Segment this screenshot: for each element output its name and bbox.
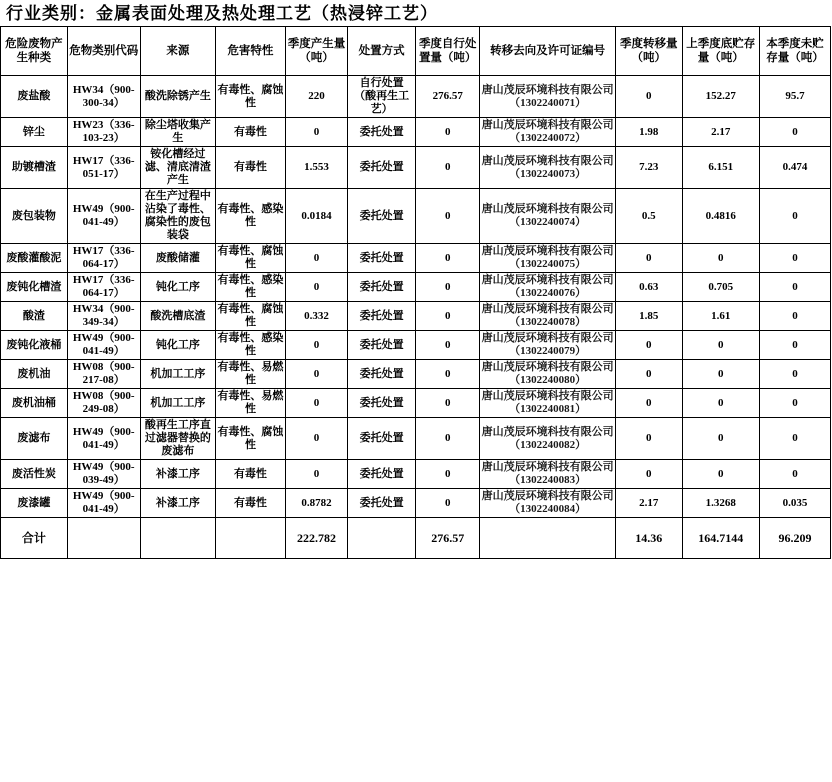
cell-end-quarter-storage: 0 [759,389,830,418]
cell-hazard-property: 有毒性 [216,460,286,489]
cell-waste-type: 废钝化液桶 [1,331,68,360]
cell-transfer-amount: 0.5 [615,189,682,244]
cell-hazard-property: 有毒性、腐蚀性 [216,244,286,273]
cell-self-disposal-amount: 0 [415,189,480,244]
cell-waste-type: 废机油桶 [1,389,68,418]
cell-prev-quarter-storage: 1.3268 [682,489,759,518]
cell-waste-code: HW17（336-064-17） [67,244,140,273]
cell-quarterly-output: 0 [285,273,347,302]
cell-transfer-destination: 唐山茂辰环境科技有限公司（1302240082） [480,418,615,460]
cell-waste-code: HW49（900-041-49） [67,189,140,244]
column-header-disposal-method: 处置方式 [348,27,416,76]
cell-source: 酸洗除锈产生 [140,76,215,118]
cell-prev-quarter-storage: 0.4816 [682,189,759,244]
header-row [1,27,831,76]
column-header-waste-code: 危物类别代码 [67,27,140,76]
cell-transfer-destination: 唐山茂辰环境科技有限公司（1302240073） [480,147,615,189]
table-row [1,76,831,118]
table-row [1,389,831,418]
cell-self-disposal-amount: 0 [415,389,480,418]
cell-quarterly-output: 0 [285,331,347,360]
cell-waste-code: HW49（900-041-49） [67,418,140,460]
total-cell-waste-type: 合计 [1,518,68,559]
cell-transfer-destination: 唐山茂辰环境科技有限公司（1302240080） [480,360,615,389]
cell-transfer-amount: 0 [615,418,682,460]
cell-waste-code: HW08（900-249-08） [67,389,140,418]
cell-quarterly-output: 0.0184 [285,189,347,244]
cell-quarterly-output: 0 [285,418,347,460]
cell-transfer-amount: 0 [615,460,682,489]
cell-source: 补漆工序 [140,489,215,518]
cell-self-disposal-amount: 0 [415,360,480,389]
cell-prev-quarter-storage: 0 [682,460,759,489]
total-cell-waste-code [67,518,140,559]
cell-hazard-property: 有毒性、感染性 [216,189,286,244]
cell-transfer-destination: 唐山茂辰环境科技有限公司（1302240079） [480,331,615,360]
cell-quarterly-output: 0 [285,244,347,273]
cell-source: 机加工工序 [140,389,215,418]
cell-waste-type: 酸渣 [1,302,68,331]
cell-disposal-method: 委托处置 [348,489,416,518]
table-row [1,273,831,302]
total-cell-end-quarter-storage: 96.209 [759,518,830,559]
cell-transfer-amount: 0 [615,389,682,418]
cell-prev-quarter-storage: 0 [682,389,759,418]
cell-self-disposal-amount: 0 [415,147,480,189]
cell-source: 除尘塔收集产生 [140,118,215,147]
cell-end-quarter-storage: 0 [759,189,830,244]
column-header-destination: 转移去向及许可证编号 [480,27,615,76]
cell-hazard-property: 有毒性、腐蚀性 [216,76,286,118]
cell-waste-code: HW34（900-349-34） [67,302,140,331]
cell-disposal-method: 委托处置 [348,189,416,244]
cell-disposal-method: 委托处置 [348,418,416,460]
cell-self-disposal-amount: 0 [415,460,480,489]
cell-transfer-amount: 1.85 [615,302,682,331]
cell-hazard-property: 有毒性、腐蚀性 [216,418,286,460]
cell-transfer-amount: 0 [615,76,682,118]
table-row [1,118,831,147]
cell-waste-type: 废包装物 [1,189,68,244]
cell-waste-type: 废机油 [1,360,68,389]
column-header-waste-type: 危险废物产生种类 [1,27,68,76]
table-row [1,147,831,189]
cell-hazard-property: 有毒性 [216,147,286,189]
cell-disposal-method: 委托处置 [348,302,416,331]
cell-end-quarter-storage: 0.035 [759,489,830,518]
cell-end-quarter-storage: 0 [759,331,830,360]
cell-quarterly-output: 220 [285,76,347,118]
cell-waste-type: 废漆罐 [1,489,68,518]
table-row [1,244,831,273]
cell-source: 酸再生工序直过滤器替换的废滤布 [140,418,215,460]
cell-transfer-amount: 0.63 [615,273,682,302]
cell-source: 酸洗槽底渣 [140,302,215,331]
cell-source: 钝化工序 [140,331,215,360]
table-total-row [1,518,831,559]
cell-self-disposal-amount: 0 [415,302,480,331]
cell-self-disposal-amount: 0 [415,244,480,273]
cell-transfer-destination: 唐山茂辰环境科技有限公司（1302240081） [480,389,615,418]
cell-self-disposal-amount: 0 [415,273,480,302]
cell-self-disposal-amount: 276.57 [415,76,480,118]
cell-transfer-destination: 唐山茂辰环境科技有限公司（1302240084） [480,489,615,518]
total-cell-prev-quarter-storage: 164.7144 [682,518,759,559]
column-header-quarterly-output: 季度产生量（吨） [285,27,347,76]
cell-quarterly-output: 1.553 [285,147,347,189]
cell-hazard-property: 有毒性、感染性 [216,273,286,302]
cell-transfer-amount: 2.17 [615,489,682,518]
cell-transfer-destination: 唐山茂辰环境科技有限公司（1302240072） [480,118,615,147]
column-header-transfer-amount: 季度转移量（吨） [615,27,682,76]
table-row [1,331,831,360]
column-header-prev-storage: 上季度底贮存量（吨） [682,27,759,76]
cell-transfer-destination: 唐山茂辰环境科技有限公司（1302240074） [480,189,615,244]
cell-waste-type: 废钝化槽渣 [1,273,68,302]
cell-hazard-property: 有毒性、腐蚀性 [216,302,286,331]
cell-disposal-method: 委托处置 [348,331,416,360]
cell-self-disposal-amount: 0 [415,331,480,360]
column-header-end-storage: 本季度未贮存量（吨） [759,27,830,76]
cell-transfer-amount: 7.23 [615,147,682,189]
cell-prev-quarter-storage: 0 [682,244,759,273]
cell-end-quarter-storage: 0 [759,118,830,147]
cell-transfer-amount: 1.98 [615,118,682,147]
total-cell-quarterly-output: 222.782 [285,518,347,559]
table-row [1,302,831,331]
cell-waste-code: HW49（900-039-49） [67,460,140,489]
cell-end-quarter-storage: 0 [759,302,830,331]
cell-waste-code: HW23（336-103-23） [67,118,140,147]
cell-hazard-property: 有毒性、易燃性 [216,389,286,418]
cell-end-quarter-storage: 0 [759,418,830,460]
cell-prev-quarter-storage: 0.705 [682,273,759,302]
column-header-self-disposal: 季度自行处置量（吨） [415,27,480,76]
total-cell-disposal-method [348,518,416,559]
cell-waste-type: 废盐酸 [1,76,68,118]
cell-self-disposal-amount: 0 [415,418,480,460]
cell-waste-type: 废酸灌酸泥 [1,244,68,273]
cell-quarterly-output: 0 [285,360,347,389]
cell-disposal-method: 委托处置 [348,147,416,189]
hazardous-waste-table [0,26,831,559]
table-row [1,489,831,518]
cell-quarterly-output: 0 [285,460,347,489]
cell-end-quarter-storage: 0 [759,460,830,489]
cell-disposal-method: 委托处置 [348,389,416,418]
cell-disposal-method: 委托处置 [348,460,416,489]
cell-waste-code: HW49（900-041-49） [67,489,140,518]
cell-end-quarter-storage: 95.7 [759,76,830,118]
cell-waste-type: 废滤布 [1,418,68,460]
table-body [1,76,831,559]
cell-source: 废酸储灌 [140,244,215,273]
cell-waste-code: HW49（900-041-49） [67,331,140,360]
cell-prev-quarter-storage: 0 [682,360,759,389]
cell-waste-type: 助镀槽渣 [1,147,68,189]
cell-source: 补漆工序 [140,460,215,489]
cell-self-disposal-amount: 0 [415,489,480,518]
cell-source: 铵化槽经过滤、清底清渣产生 [140,147,215,189]
cell-quarterly-output: 0 [285,118,347,147]
cell-transfer-destination: 唐山茂辰环境科技有限公司（1302240083） [480,460,615,489]
cell-quarterly-output: 0.332 [285,302,347,331]
cell-transfer-destination: 唐山茂辰环境科技有限公司（1302240071） [480,76,615,118]
cell-prev-quarter-storage: 6.151 [682,147,759,189]
total-cell-transfer-destination [480,518,615,559]
cell-waste-code: HW17（336-064-17） [67,273,140,302]
cell-waste-type: 锌尘 [1,118,68,147]
table-row [1,189,831,244]
cell-prev-quarter-storage: 0 [682,418,759,460]
cell-source: 钝化工序 [140,273,215,302]
column-header-source: 来源 [140,27,215,76]
cell-waste-code: HW08（900-217-08） [67,360,140,389]
table-row [1,360,831,389]
cell-hazard-property: 有毒性 [216,489,286,518]
page-title: 行业类别：金属表面处理及热处理工艺（热浸锌工艺） [6,4,438,23]
cell-disposal-method: 委托处置 [348,273,416,302]
total-cell-self-disposal-amount: 276.57 [415,518,480,559]
cell-waste-code: HW34（900-300-34） [67,76,140,118]
cell-disposal-method: 委托处置 [348,118,416,147]
cell-hazard-property: 有毒性 [216,118,286,147]
cell-prev-quarter-storage: 1.61 [682,302,759,331]
cell-end-quarter-storage: 0 [759,244,830,273]
cell-end-quarter-storage: 0 [759,273,830,302]
cell-waste-code: HW17（336-051-17） [67,147,140,189]
cell-quarterly-output: 0 [285,389,347,418]
cell-end-quarter-storage: 0.474 [759,147,830,189]
table-row [1,460,831,489]
cell-disposal-method: 委托处置 [348,244,416,273]
cell-prev-quarter-storage: 0 [682,331,759,360]
cell-source: 机加工工序 [140,360,215,389]
total-cell-transfer-amount: 14.36 [615,518,682,559]
cell-source: 在生产过程中沾染了毒性、腐染性的废包装袋 [140,189,215,244]
cell-transfer-amount: 0 [615,244,682,273]
cell-self-disposal-amount: 0 [415,118,480,147]
table-row [1,418,831,460]
total-cell-source [140,518,215,559]
cell-disposal-method: 委托处置 [348,360,416,389]
cell-transfer-destination: 唐山茂辰环境科技有限公司（1302240078） [480,302,615,331]
cell-waste-type: 废活性炭 [1,460,68,489]
column-header-hazard: 危害特性 [216,27,286,76]
total-cell-hazard-property [216,518,286,559]
cell-transfer-destination: 唐山茂辰环境科技有限公司（1302240076） [480,273,615,302]
table-header [1,27,831,76]
cell-end-quarter-storage: 0 [759,360,830,389]
cell-transfer-amount: 0 [615,331,682,360]
cell-disposal-method: 自行处置（酸再生工艺） [348,76,416,118]
cell-hazard-property: 有毒性、易燃性 [216,360,286,389]
cell-transfer-destination: 唐山茂辰环境科技有限公司（1302240075） [480,244,615,273]
cell-prev-quarter-storage: 152.27 [682,76,759,118]
cell-hazard-property: 有毒性、感染性 [216,331,286,360]
cell-prev-quarter-storage: 2.17 [682,118,759,147]
cell-transfer-amount: 0 [615,360,682,389]
cell-quarterly-output: 0.8782 [285,489,347,518]
